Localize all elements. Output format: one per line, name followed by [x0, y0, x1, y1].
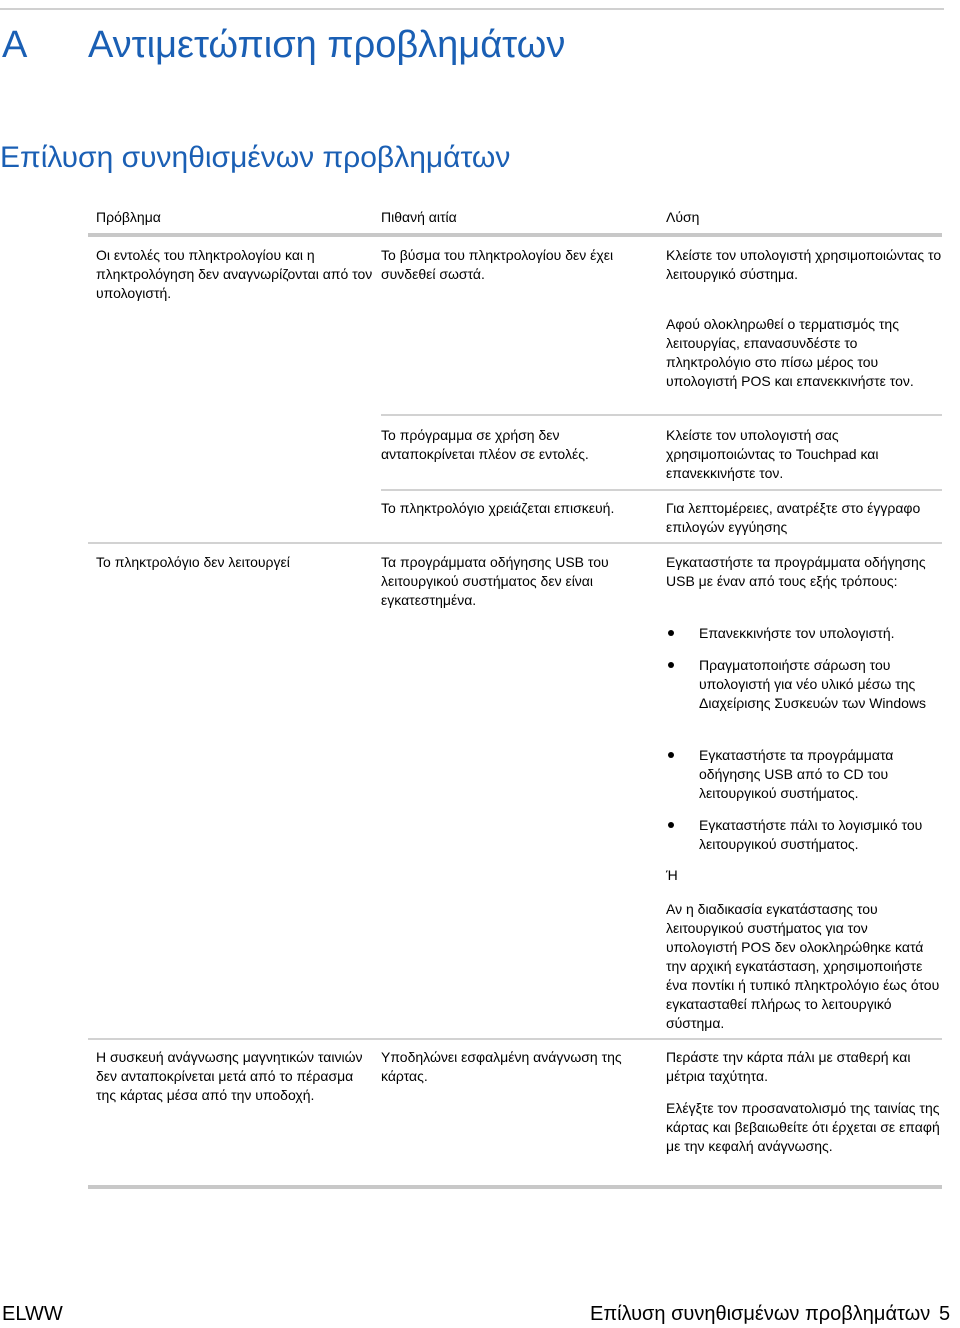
column-header-problem: Πρόβλημα [96, 209, 161, 225]
bullet-icon [668, 822, 674, 828]
solution-shutdown-os: Κλείστε τον υπολογιστή χρησιμοποιώντας το λειτουργικό σύστημα. [666, 247, 942, 282]
top-rule [0, 8, 944, 10]
header-rule [88, 233, 942, 237]
list-item: Επανεκκινήστε τον υπολογιστή. [699, 625, 895, 641]
footer-title: Επίλυση συνηθισμένων προβλημάτων [590, 1303, 931, 1325]
solution-reconnect-keyboard: Αφού ολοκληρωθεί ο τερματισμός της λειτουργίας, επανασυνδέστε το πληκτρολόγιο στο πίσω μέρος του υπολογιστή POS και επανεκκινήστε τον. [666, 316, 914, 389]
column-header-cause: Πιθανή αιτία [381, 209, 457, 225]
solution-check-orientation: Ελέγξτε τον προσανατολισμό της ταινίας της κάρτας και βεβαιωθείτε ότι έρχεται σε επαφή με την κεφαλή ανάγνωσης. [666, 1100, 940, 1154]
cause-program-not-responding: Το πρόγραμμα σε χρήση δεν ανταποκρίνεται πλέον σε εντολές. [381, 427, 589, 462]
chapter-letter: A [2, 24, 28, 66]
chapter-heading [0, 20, 944, 70]
bullet-icon [668, 752, 674, 758]
bullet-icon [668, 662, 674, 668]
cause-keyboard-needs-repair: Το πληκτρολόγιο χρειάζεται επισκευή. [381, 500, 615, 516]
section-title: Επίλυση συνηθισμένων προβλημάτων [0, 141, 511, 174]
list-item: Εγκαταστήστε τα προγράμματα οδήγησης USB από το CD του λειτουργικού συστήματος. [699, 747, 894, 801]
problem-card-reader-not-responding: Η συσκευή ανάγνωσης μαγνητικών ταινιών δεν ανταποκρίνεται μετά από το πέρασμα της κάρτας μέσα από την υποδοχή. [96, 1049, 363, 1103]
cause-card-misread: Υποδηλώνει εσφαλμένη ανάγνωση της κάρτας. [381, 1049, 622, 1084]
footer-left: ELWW [2, 1303, 63, 1325]
solution-install-usb-drivers: Εγκαταστήστε τα προγράμματα οδήγησης USB με έναν από τους εξής τρόπους: [666, 554, 926, 589]
page-number: 5 [939, 1303, 951, 1325]
row-divider [88, 1038, 942, 1040]
row-divider [88, 542, 942, 544]
table-bottom-rule [88, 1185, 942, 1189]
chapter-title: Αντιμετώπιση προβλημάτων [88, 24, 566, 66]
cause-plug-not-connected: Το βύσμα του πληκτρολογίου δεν έχει συνδεθεί σωστά. [381, 247, 614, 282]
solution-restart-touchpad: Κλείστε τον υπολογιστή σας χρησιμοποιώντας το Touchpad και επανεκκινήστε τον. [666, 427, 879, 481]
cause-usb-drivers-missing: Τα προγράμματα οδήγησης USB του λειτουργικού συστήματος δεν είναι εγκατεστημένα. [381, 554, 609, 608]
problem-keyboard-not-recognized: Οι εντολές του πληκτρολογίου και η πληκτρολόγηση δεν αναγνωρίζονται από τον υπολογιστή. [96, 247, 373, 301]
row-divider [381, 489, 942, 491]
list-item: Πραγματοποιήστε σάρωση του υπολογιστή για νέο υλικό μέσω της Διαχείρισης Συσκευών των Windows [699, 657, 927, 711]
bullet-icon [668, 630, 674, 636]
solution-warranty-doc: Για λεπτομέρειες, ανατρέξτε στο έγγραφο επιλογών εγγύησης [666, 500, 921, 535]
problem-keyboard-not-working: Το πληκτρολόγιο δεν λειτουργεί [96, 554, 290, 570]
solution-or: Ή [666, 867, 678, 883]
list-item: Εγκαταστήστε πάλι το λογισμικό του λειτουργικού συστήματος. [699, 817, 923, 852]
column-header-solution: Λύση [666, 209, 700, 225]
solution-swipe-again: Περάστε την κάρτα πάλι με σταθερή και μέτρια ταχύτητα. [666, 1049, 911, 1084]
solution-use-mouse-or-keyboard: Αν η διαδικασία εγκατάστασης του λειτουργικού συστήματος για τον υπολογιστή POS δεν ολοκληρώθηκε κατά την αρχική εγκατάσταση, χρησιμοποιήστε ένα ποντίκι ή τυπικό πληκτρολόγιο έως ότου εγκατασταθεί πλήρως το λειτουργικό σύστημα. [666, 901, 940, 1031]
row-divider [381, 414, 942, 416]
